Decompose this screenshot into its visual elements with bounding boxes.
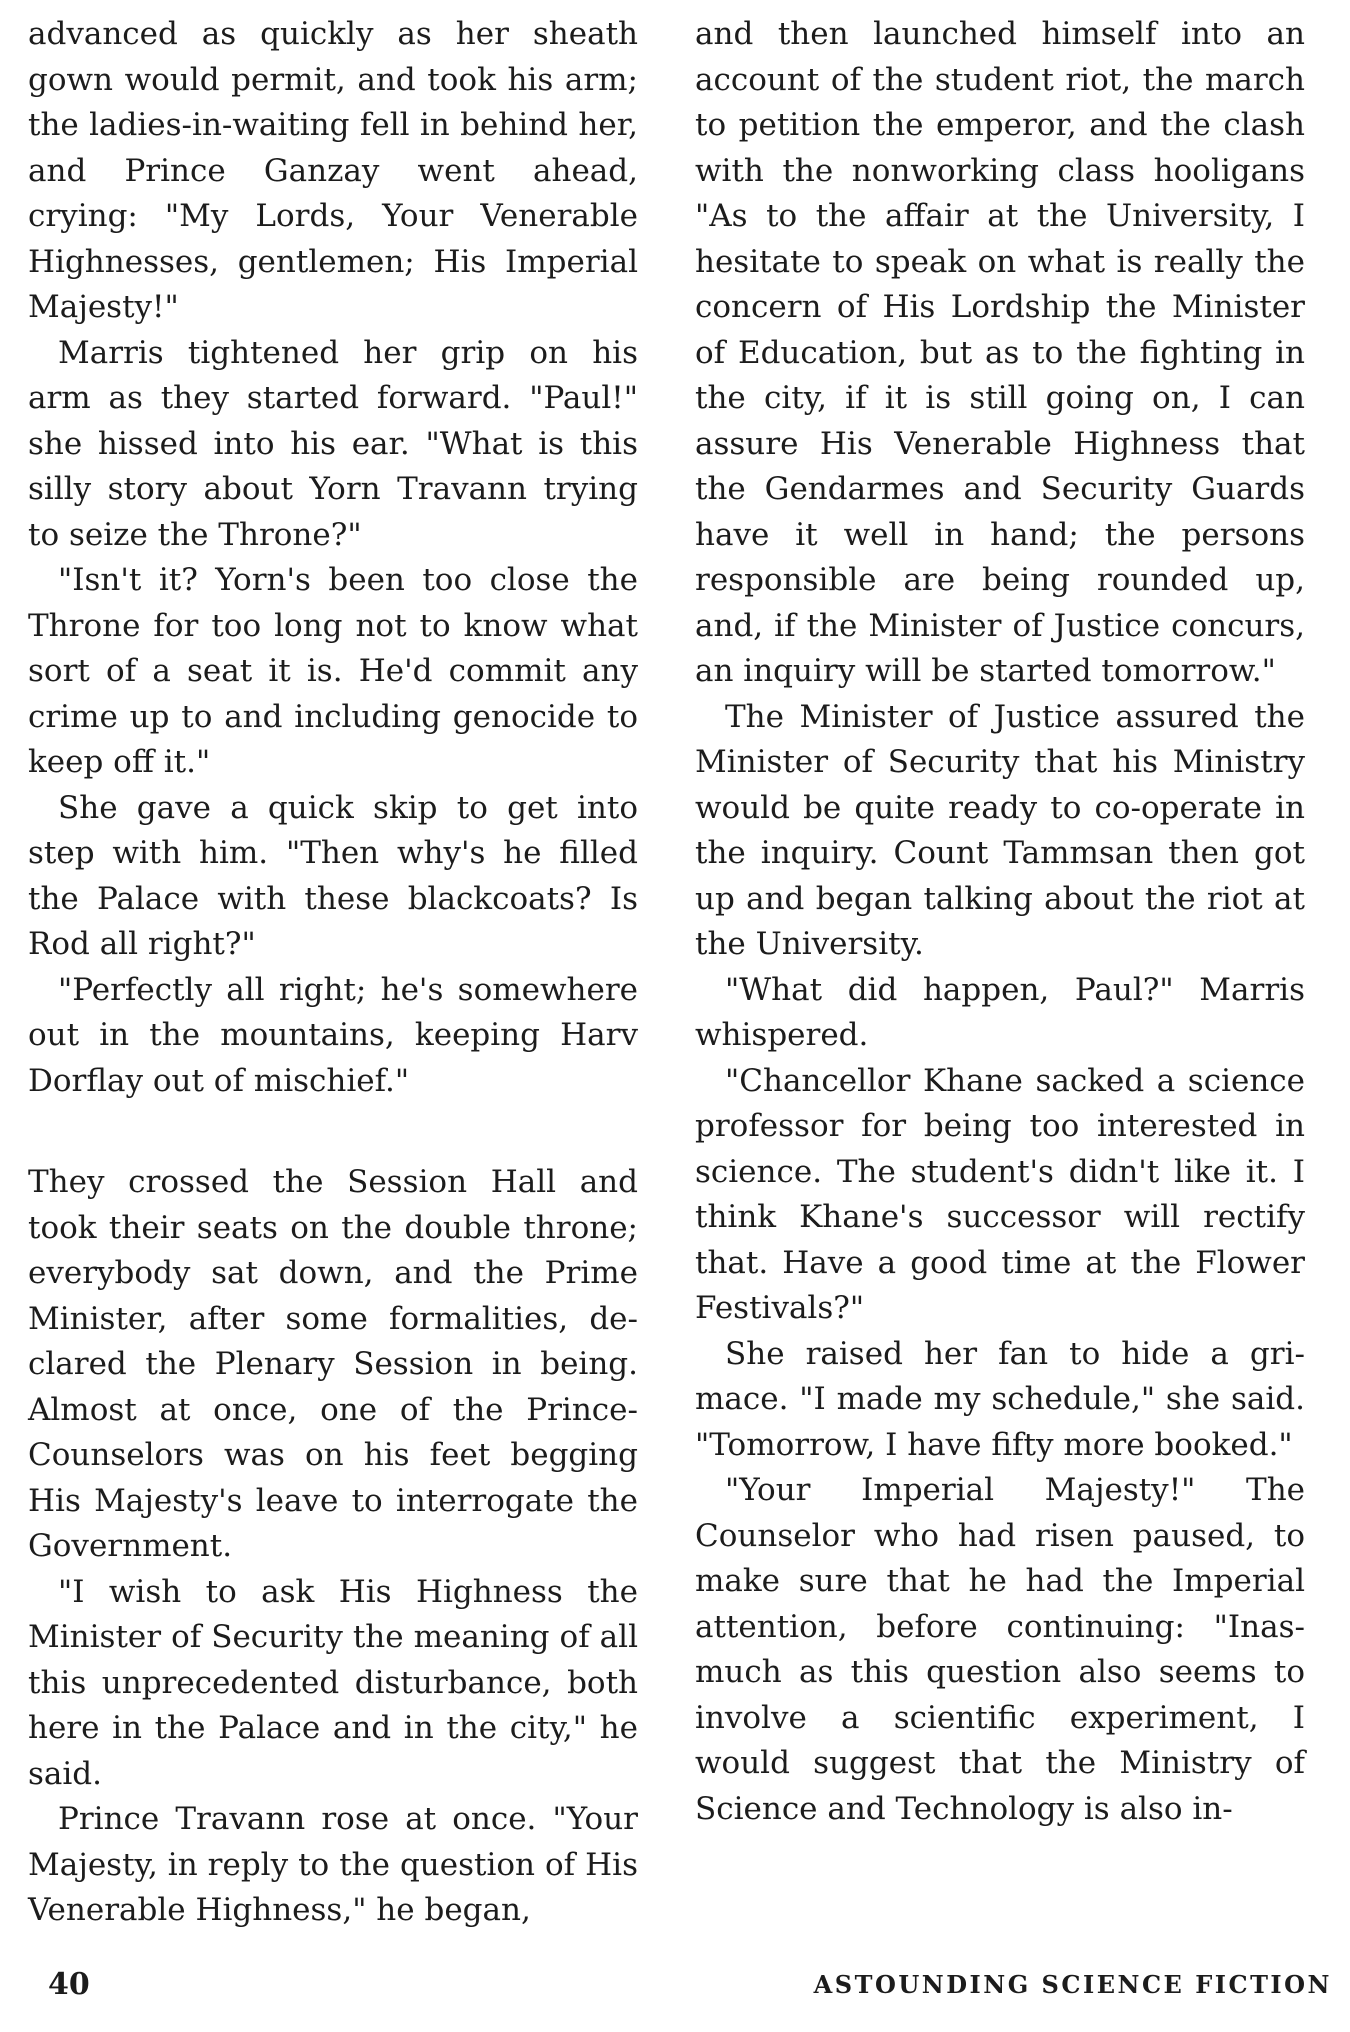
running-title: ASTOUNDING SCIENCE FICTION (813, 1970, 1332, 1999)
paragraph: The Minister of Justice assured the Minister of Security that his Ministry would be quite ready to co-operate in the inquiry. Count Tammsan then got up and began talking about the riot at the University. (695, 698, 1305, 962)
paragraph: "Perfectly all right; he's somewhere out in the mountains, keeping Harv Dorflay out of mischief." (28, 971, 638, 1099)
paragraph: "I wish to ask His Highness the Minister of Security the meaning of all this unprecedented disturbance, both here in the Palace and in the city," he said. (28, 1573, 638, 1792)
paragraph: advanced as quickly as her sheath gown would permit, and took his arm; the ladies-in-waiting fell in behind her, and Prince Ganzay went ahead, crying: "My Lords, Your Venerable Highnesses, gentlemen; His Imperial Majesty!" (28, 16, 638, 325)
section-break (28, 1104, 638, 1160)
right-column (695, 12, 1305, 1832)
page-number: 40 (48, 1967, 90, 2002)
paragraph: Marris tightened her grip on his arm as they started forward. "Paul!" she hissed into his ear. "What is this silly story about Yorn Travann trying to seize the Throne?" (28, 334, 638, 553)
paragraph: "What did happen, Paul?" Marris whispered. (695, 971, 1305, 1053)
paragraph: She gave a quick skip to get into step with him. "Then why's he filled the Palace with these blackcoats? Is Rod all right?" (28, 789, 638, 962)
paragraph: They crossed the Session Hall and took their seats on the double throne; everybody sat down, and the Prime Minister, after some formalities, declared the Plenary Session in being. Almost at once, one of the Prince-Counselors was on his feet begging His Majesty's leave to interrogate the Government. (28, 1164, 638, 1564)
paragraph: She raised her fan to hide a grimace. "I made my schedule," she said. "Tomorrow, I have fifty more booked." (695, 1335, 1305, 1463)
paragraph: "Your Imperial Majesty!" The Counselor who had risen paused, to make sure that he had the Imperial attention, before continuing: "Inasmuch as this question also seems to involve a scientific experiment, I would suggest that the Ministry of Science and Technology is also in- (695, 1472, 1305, 1827)
page-footer (0, 1960, 1350, 2010)
paragraph: "Isn't it? Yorn's been too close the Throne for too long not to know what sort of a seat it is. He'd commit any crime up to and including genocide to keep off it." (28, 562, 638, 780)
left-column (28, 12, 638, 1934)
paragraph: "Chancellor Khane sacked a science professor for being too interested in science. The student's didn't like it. I think Khane's successor will rectify that. Have a good time at the Flower Festivals?" (695, 1062, 1305, 1326)
paragraph: and then launched himself into an account of the student riot, the march to petition the emperor, and the clash with the nonworking class hooligans "As to the affair at the University, I hesitate to speak on what is really the concern of His Lordship the Minister of Education, but as to the fighting in the city, if it is still going on, I can assure His Venerable Highness that the Gendarmes and Security Guards have it well in hand; the persons responsible are being rounded up, and, if the Minister of Justice concurs, an inquiry will be started tomorrow." (695, 16, 1305, 689)
paragraph: Prince Travann rose at once. "Your Majesty, in reply to the question of His Venerable Highness," he began, (28, 1801, 638, 1928)
